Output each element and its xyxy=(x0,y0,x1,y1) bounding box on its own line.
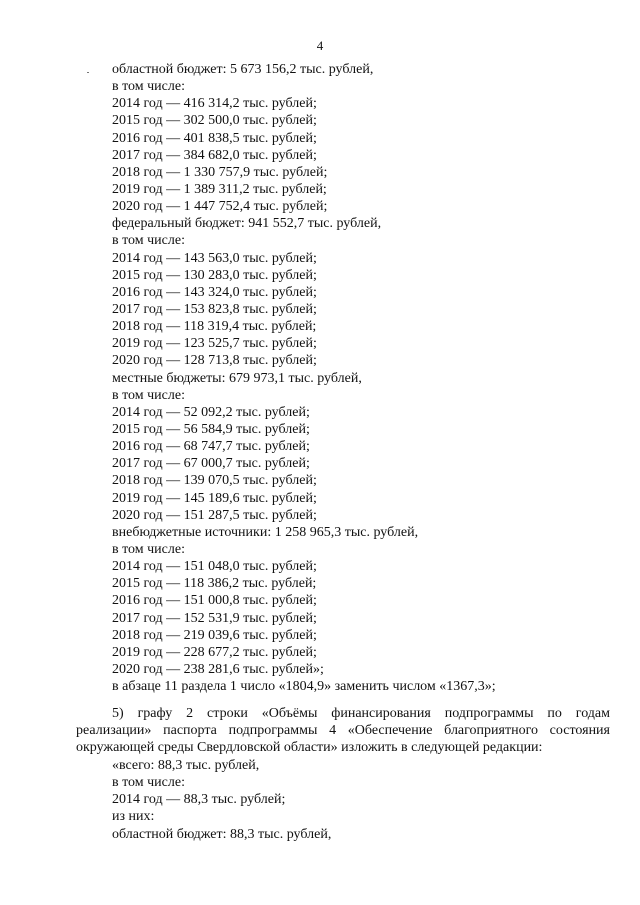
year-line: 2015 год — 56 584,9 тыс. рублей; xyxy=(112,421,310,437)
financing-list xyxy=(0,61,640,695)
budget-heading-regional: областной бюджет: 5 673 156,2 тыс. рублей, xyxy=(112,62,374,77)
paragraph-5-line-1: 5) графу 2 строки «Объёмы финансирования подпрограммы по годам xyxy=(112,706,610,721)
year-line: 2014 год — 416 314,2 тыс. рублей; xyxy=(112,96,317,112)
regional-budget-line: областной бюджет: 88,3 тыс. рублей, xyxy=(112,826,332,842)
year-line: 2016 год — 143 324,0 тыс. рублей; xyxy=(112,284,317,300)
year-line: 2014 год — 151 048,0 тыс. рублей; xyxy=(112,559,317,575)
paragraph-5 xyxy=(76,705,610,756)
year-line: 2016 год — 151 000,8 тыс. рублей; xyxy=(112,593,317,609)
budget-heading-federal: федеральный бюджет: 941 552,7 тыс. рублей, xyxy=(112,216,382,232)
year-line: 2019 год — 1 389 311,2 тыс. рублей; xyxy=(112,181,327,197)
year-line: 2020 год — 151 287,5 тыс. рублей; xyxy=(112,507,317,523)
year-line: 2017 год — 384 682,0 тыс. рублей; xyxy=(112,147,317,163)
year-line: 2019 год — 123 525,7 тыс. рублей; xyxy=(112,336,317,352)
year-line: 2020 год — 1 447 752,4 тыс. рублей; xyxy=(112,199,328,215)
year-line: 2020 год — 238 281,6 тыс. рублей»; xyxy=(112,661,324,677)
year-line: 2017 год — 67 000,7 тыс. рублей; xyxy=(112,456,310,472)
including-label: в том числе: xyxy=(112,233,185,249)
including-label: в том числе: xyxy=(112,79,185,95)
paragraph-5-line-3: окружающей среды Свердловской области» изложить в следующей редакции: xyxy=(76,740,543,756)
year-line: 2019 год — 228 677,2 тыс. рублей; xyxy=(112,644,317,660)
amendment-line: в абзаце 11 раздела 1 число «1804,9» заменить числом «1367,3»; xyxy=(112,679,496,695)
budget-heading-local: местные бюджеты: 679 973,1 тыс. рублей, xyxy=(112,370,362,386)
year-line: 2018 год — 118 319,4 тыс. рублей; xyxy=(112,319,317,335)
year-line: 2018 год — 1 330 757,9 тыс. рублей; xyxy=(112,164,328,180)
total-line: «всего: 88,3 тыс. рублей, xyxy=(112,758,260,773)
year-line: 2014 год — 52 092,2 тыс. рублей; xyxy=(112,404,310,420)
page-number: 4 xyxy=(316,38,324,53)
including-label: в том числе: xyxy=(112,775,185,791)
year-line: 2020 год — 128 713,8 тыс. рублей; xyxy=(112,353,317,369)
year-line: 2019 год — 145 189,6 тыс. рублей; xyxy=(112,490,317,506)
replacement-text xyxy=(0,757,640,843)
year-line: 2017 год — 152 531,9 тыс. рублей; xyxy=(112,610,317,626)
year-line: 2015 год — 118 386,2 тыс. рублей; xyxy=(112,576,317,592)
budget-heading-extrabudgetary: внебюджетные источники: 1 258 965,3 тыс. рублей, xyxy=(112,524,419,540)
year-line: 2018 год — 219 039,6 тыс. рублей; xyxy=(112,627,317,643)
year-line: 2014 год — 88,3 тыс. рублей; xyxy=(112,792,286,808)
paragraph-5-line-2: реализации» паспорта подпрограммы 4 «Обеспечение благоприятного состояния xyxy=(76,723,610,739)
year-line: 2017 год — 153 823,8 тыс. рублей; xyxy=(112,301,317,317)
of-them-label: из них: xyxy=(112,809,155,825)
year-line: 2016 год — 401 838,5 тыс. рублей; xyxy=(112,130,317,146)
year-line: 2014 год — 143 563,0 тыс. рублей; xyxy=(112,250,317,266)
year-line: 2016 год — 68 747,7 тыс. рублей; xyxy=(112,439,310,455)
including-label: в том числе: xyxy=(112,387,185,403)
year-line: 2015 год — 130 283,0 тыс. рублей; xyxy=(112,267,317,283)
year-line: 2018 год — 139 070,5 тыс. рублей; xyxy=(112,473,317,489)
including-label: в том числе: xyxy=(112,541,185,557)
year-line: 2015 год — 302 500,0 тыс. рублей; xyxy=(112,113,317,129)
